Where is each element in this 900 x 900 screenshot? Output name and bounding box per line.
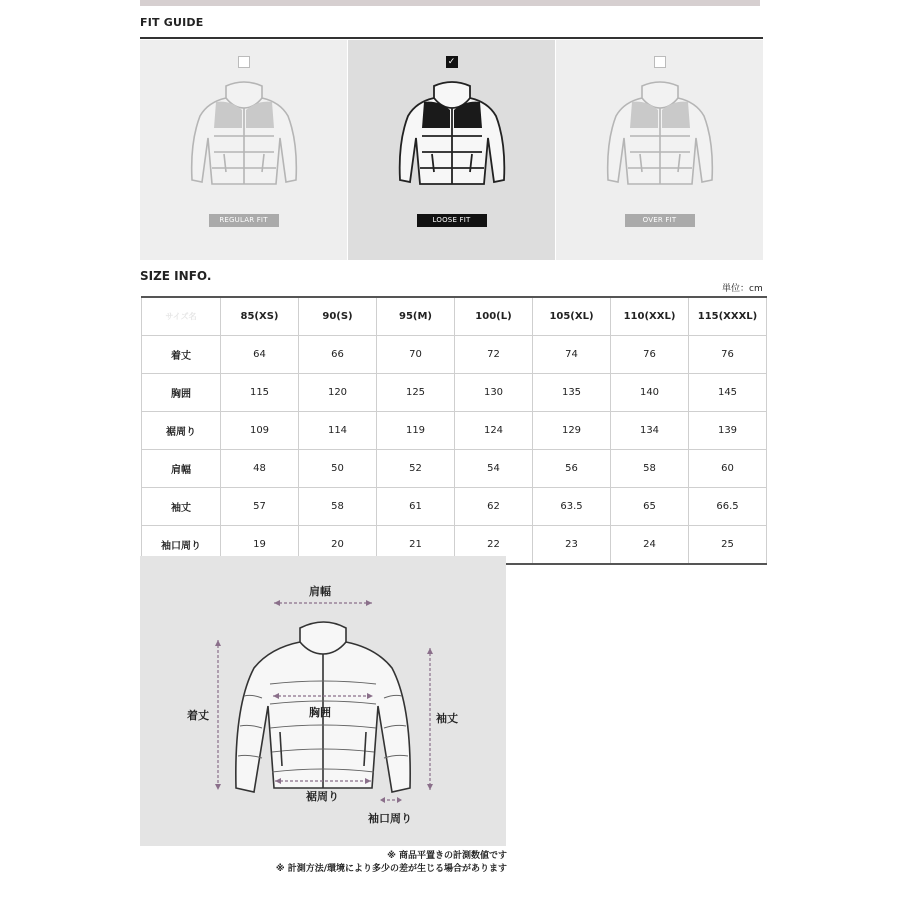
table-row: [142, 374, 767, 412]
table-row: [142, 336, 767, 374]
size-value-cell: 139: [689, 412, 767, 450]
label-hem: 裾周り: [306, 790, 339, 803]
fit-label-loose: LOOSE FIT: [417, 214, 487, 227]
fit-option-loose[interactable]: [348, 40, 555, 260]
top-accent-bar: [140, 0, 760, 6]
row-header-cell: 着丈: [142, 336, 221, 374]
table-corner-cell: サイズ名: [142, 297, 221, 336]
size-value-cell: 22: [455, 526, 533, 565]
fit-label-over: OVER FIT: [625, 214, 695, 227]
note-line-2: ※ 計測方法/環境により多少の差が生じる場合があります: [275, 864, 507, 874]
checkbox-over-fit[interactable]: [654, 56, 666, 68]
size-column-header: 100(L): [455, 297, 533, 336]
size-value-cell: 66: [299, 336, 377, 374]
table-row: [142, 488, 767, 526]
label-sleeve: 袖丈: [436, 712, 458, 725]
size-value-cell: 109: [221, 412, 299, 450]
fit-option-over[interactable]: [556, 40, 763, 260]
size-value-cell: 54: [455, 450, 533, 488]
size-value-cell: 134: [611, 412, 689, 450]
size-column-header: 115(XXXL): [689, 297, 767, 336]
size-value-cell: 129: [533, 412, 611, 450]
table-row: [142, 450, 767, 488]
table-header-row: [142, 297, 767, 336]
size-column-header: 110(XXL): [611, 297, 689, 336]
label-chest: 胸囲: [309, 706, 331, 719]
size-value-cell: 65: [611, 488, 689, 526]
size-value-cell: 21: [377, 526, 455, 565]
row-header-cell: 肩幅: [142, 450, 221, 488]
size-value-cell: 66.5: [689, 488, 767, 526]
size-value-cell: 52: [377, 450, 455, 488]
size-column-header: 95(M): [377, 297, 455, 336]
size-value-cell: 72: [455, 336, 533, 374]
size-value-cell: 23: [533, 526, 611, 565]
size-value-cell: 140: [611, 374, 689, 412]
unit-label: 単位：cm: [722, 284, 763, 294]
row-header-cell: 胸囲: [142, 374, 221, 412]
size-value-cell: 61: [377, 488, 455, 526]
jacket-loose-fit-icon: [392, 72, 512, 207]
size-value-cell: 56: [533, 450, 611, 488]
jacket-regular-fit-icon: [184, 72, 304, 207]
size-value-cell: 19: [221, 526, 299, 565]
size-value-cell: 60: [689, 450, 767, 488]
label-length: 着丈: [187, 709, 209, 722]
size-value-cell: 58: [299, 488, 377, 526]
size-value-cell: 119: [377, 412, 455, 450]
size-value-cell: 120: [299, 374, 377, 412]
row-header-cell: 袖丈: [142, 488, 221, 526]
size-value-cell: 114: [299, 412, 377, 450]
row-header-cell: 裾周り: [142, 412, 221, 450]
size-info-title: SIZE INFO.: [140, 269, 212, 283]
label-shoulder: 肩幅: [309, 585, 331, 598]
checkbox-regular-fit[interactable]: [238, 56, 250, 68]
size-value-cell: 76: [689, 336, 767, 374]
size-value-cell: 74: [533, 336, 611, 374]
note-line-1: ※ 商品平置きの計測数値です: [387, 851, 507, 861]
fit-guide-title: FIT GUIDE: [140, 16, 204, 29]
label-cuff: 袖口周り: [368, 812, 412, 825]
size-value-cell: 64: [221, 336, 299, 374]
fit-guide-divider: [140, 37, 763, 39]
size-column-header: 105(XL): [533, 297, 611, 336]
size-value-cell: 57: [221, 488, 299, 526]
fit-option-regular[interactable]: [140, 40, 347, 260]
checkbox-loose-fit[interactable]: ✓: [446, 56, 458, 68]
row-header-cell: 袖口周り: [142, 526, 221, 565]
size-value-cell: 48: [221, 450, 299, 488]
size-value-cell: 70: [377, 336, 455, 374]
size-value-cell: 145: [689, 374, 767, 412]
size-column-header: 90(S): [299, 297, 377, 336]
size-value-cell: 50: [299, 450, 377, 488]
size-value-cell: 125: [377, 374, 455, 412]
size-value-cell: 24: [611, 526, 689, 565]
size-value-cell: 124: [455, 412, 533, 450]
jacket-over-fit-icon: [600, 72, 720, 207]
size-value-cell: 76: [611, 336, 689, 374]
size-value-cell: 20: [299, 526, 377, 565]
size-value-cell: 115: [221, 374, 299, 412]
size-value-cell: 63.5: [533, 488, 611, 526]
table-row: [142, 412, 767, 450]
size-table: [141, 296, 767, 565]
size-value-cell: 25: [689, 526, 767, 565]
size-value-cell: 130: [455, 374, 533, 412]
size-column-header: 85(XS): [221, 297, 299, 336]
size-value-cell: 58: [611, 450, 689, 488]
size-value-cell: 135: [533, 374, 611, 412]
measurement-diagram: [140, 556, 506, 846]
fit-label-regular: REGULAR FIT: [209, 214, 279, 227]
size-value-cell: 62: [455, 488, 533, 526]
